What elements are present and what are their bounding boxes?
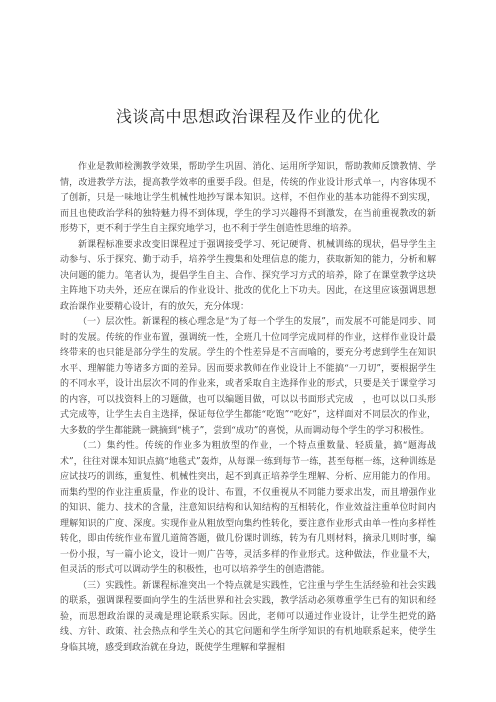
paragraph-intro: 作业是教师检测教学效果，帮助学生巩固、消化、运用所学知识，帮助教师反馈教情、学情，改进教学方法，提高教学效率的重要手段。但是，传统的作业设计形式单一，内容体现不了创新，只是一味地让学生机械性地抄写课本知识。这样，不但作业的基本功能得不到实现，而且也使政治学科的独特魅力得不到体现，学生的学习兴趣得不到激发，在当前重视教改的新形势下，更不利于学生自主探究地学习，也不利于学生创造性思维的培养。: [60, 162, 436, 234]
paragraph-curriculum-standard: 新课程标准要求改变旧课程过于强调接受学习、死记硬背、机械训练的现状，倡导学生主动参与、乐于探究、勤于动手，培养学生搜集和处理信息的能力，获取新知的能力，分析和解决问题的能力。笔者认为，提倡学生自主、合作、探究学习方式的培养，除了在课堂教学这块主阵地下功夫外，还应在课后的作业设计、批改的优化上下功夫。因此，在这里应该强调思想政治课作业要精心设计，有的放矢，充分体现：: [60, 239, 436, 312]
paragraph-layered: （一）层次性。新课程的核心理念是“为了每一个学生的发展”，而发展不可能是同步、同时的发展。传统的作业布置，强调统一性，全班几十位同学完成同样的作业，这样作业设计最终带来的也只能是部分学生的发展。学生的个性差异是不言而喻的，要充分考虑到学生在知识水平、理解能力等诸多方面的差异。因而要求教师在作业设计上不能搞“一刀切”，要根据学生的不同水平，设计出层次不同的作业来，或者采取自主选择作业的形式，只要是关于课堂学习的内容，可以找资料上的习题做，也可以编题目做，可以以书面形式完成 ，也可以以口头形式完成等，让学生去自主选择，保证每位学生都能“吃饱”“吃好”，这样面对不同层次的作业，大多数的学生都能跳一跳摘到“桃子”，尝到“成功”的喜悦，从而调动每个学生的学习积极性。: [60, 317, 436, 436]
document-title: 浅谈高中思想政治课程及作业的优化: [115, 107, 380, 126]
document-body: [60, 160, 436, 656]
paragraph-intensive: （二）集约性。传统的作业多为粗放型的作业，一个特点重数量、轻质量，搞“题海战术”，往往对课本知识点搞“地毯式”轰炸，从每课一练到每节一练，甚至每框一练，这种训练是应试技巧的训练，重复性、机械性突出，起不到真正培养学生理解、分析、应用能力的作用。而集约型的作业注重质量，作业的设计、布置，不仅重视从不同能力要求出发，而且增强作业的知识、能力、技术的含量，注意知识结构和认知结构的互相转化，作业效益注重单位时间内理解知识的广度、深度。实现作业从粗放型向集约性转化，要注意作业形式由单一性向多样性转化，即由传统作业布置几道简答题，做几份课时训练，转为有几则材料，摘录几则时事，编一份小报，写一篇小论文，设计一则广告等，灵活多样的作业形式。这种做法，作业量不大，但灵活的形式可以调动学生的积极性，也可以培养学生的创造潜能。: [60, 441, 436, 575]
paragraph-practical: （三）实践性。新课程标准突出一个特点就是实践性，它注重与学生生活经验和社会实践的联系，强调课程要面向学生的生活世界和社会实践，教学活动必须尊重学生已有的知识和经验，而思想政治课的灵魂是理论联系实际。因此，老师可以通过作业设计，让学生把党的路线、方针、政策、社会热点和学生关心的其它问题和学生所学知识的有机地联系起来，使学生身临其境，感受到政治就在身边，既使学生理解和掌握相: [60, 580, 436, 653]
